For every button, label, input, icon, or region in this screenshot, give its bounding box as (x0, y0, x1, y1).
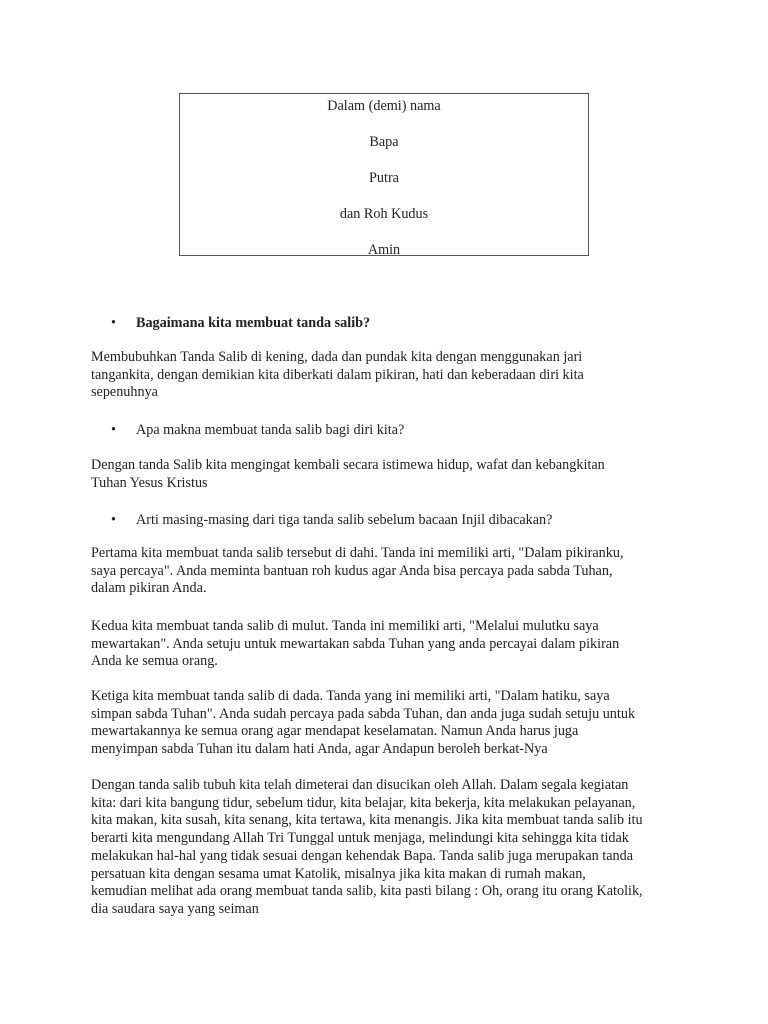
text-line: Kedua kita membuat tanda salib di mulut. Tanda ini memiliki arti, "Melalui mulutku saya (91, 618, 599, 634)
paragraph (91, 688, 691, 759)
text-line: Pertama kita membuat tanda salib tersebut di dahi. Tanda ini memiliki arti, "Dalam pikiranku, (91, 545, 624, 561)
text-line: kita: dari kita bangung tidur, sebelum tidur, kita belajar, kita bekerja, kita melakukan pelayanan, (91, 794, 636, 811)
text-line: Anda ke semua orang. (91, 653, 218, 670)
prayer-box (179, 93, 589, 256)
text-line: Dengan tanda Salib kita mengingat kembali secara istimewa hidup, wafat dan kebangkitan (91, 457, 605, 473)
bullet-dot-icon: • (111, 315, 116, 331)
prayer-line: dan Roh Kudus (339, 206, 429, 222)
prayer-line: Amin (367, 242, 401, 258)
bullet-dot-icon: • (111, 422, 116, 438)
question-heading: Bagaimana kita membuat tanda salib? (136, 315, 371, 331)
bullet-dot-icon: • (111, 512, 116, 528)
text-line: mewartakan". Anda setuju untuk mewartakan sabda Tuhan yang anda percayai dalam pikiran (91, 635, 620, 652)
paragraph (91, 545, 691, 598)
text-line: dalam pikiran Anda. (91, 580, 207, 597)
text-line: Ketiga kita membuat tanda salib di dada. Tanda yang ini memiliki arti, "Dalam hatiku, saya (91, 688, 610, 704)
question-heading: Arti masing-masing dari tiga tanda salib sebelum bacaan Injil dibacakan? (136, 512, 553, 528)
text-line: kita makan, kita susah, kita senang, kita tertawa, kita menangis. Jika kita membuat tanda salib itu (91, 812, 643, 829)
text-line: sepenuhnya (91, 384, 158, 401)
text-line: persatuan kita dengan sesama umat Katolik, misalnya jika kita makan di rumah makan, (91, 865, 586, 882)
text-line: Tuhan Yesus Kristus (91, 474, 208, 491)
prayer-line: Bapa (369, 134, 399, 150)
text-line: berarti kita mengundang Allah Tri Tunggal untuk menjaga, melindungi kita sehingga kita tidak (91, 830, 629, 847)
text-line: mewartakannya ke semua orang agar mendapat keselamatan. Namun Anda harus juga (91, 723, 579, 740)
paragraph (91, 457, 691, 492)
prayer-line: Putra (369, 170, 399, 186)
text-line: dia saudara saya yang seiman (91, 900, 259, 917)
text-line: menyimpan sabda Tuhan itu dalam hati Anda, agar Andapun beroleh berkat-Nya (91, 741, 548, 758)
text-line: Membubuhkan Tanda Salib di kening, dada dan pundak kita dengan menggunakan jari (91, 349, 583, 365)
paragraph (91, 349, 691, 402)
text-line: tangankita, dengan demikian kita diberkati dalam pikiran, hati dan keberadaan diri kita (91, 366, 584, 383)
paragraph (91, 618, 691, 671)
text-line: Dengan tanda salib tubuh kita telah dimeterai dan disucikan oleh Allah. Dalam segala kegiatan (91, 777, 629, 793)
text-line: simpan sabda Tuhan". Anda sudah percaya pada sabda Tuhan, dan anda juga sudah setuju untuk (91, 705, 636, 722)
question-heading: Apa makna membuat tanda salib bagi diri kita? (136, 422, 405, 438)
text-line: melakukan hal-hal yang tidak sesuai dengan kehendak Bapa. Tanda salib juga merupakan tanda (91, 847, 634, 864)
prayer-line: Dalam (demi) nama (327, 98, 441, 114)
text-line: saya percaya". Anda meminta bantuan roh kudus agar Anda bisa percaya pada sabda Tuhan, (91, 562, 613, 579)
paragraph (91, 777, 691, 919)
text-line: kemudian melihat ada orang membuat tanda salib, kita pasti bilang : Oh, orang itu orang Katolik, (91, 883, 643, 900)
